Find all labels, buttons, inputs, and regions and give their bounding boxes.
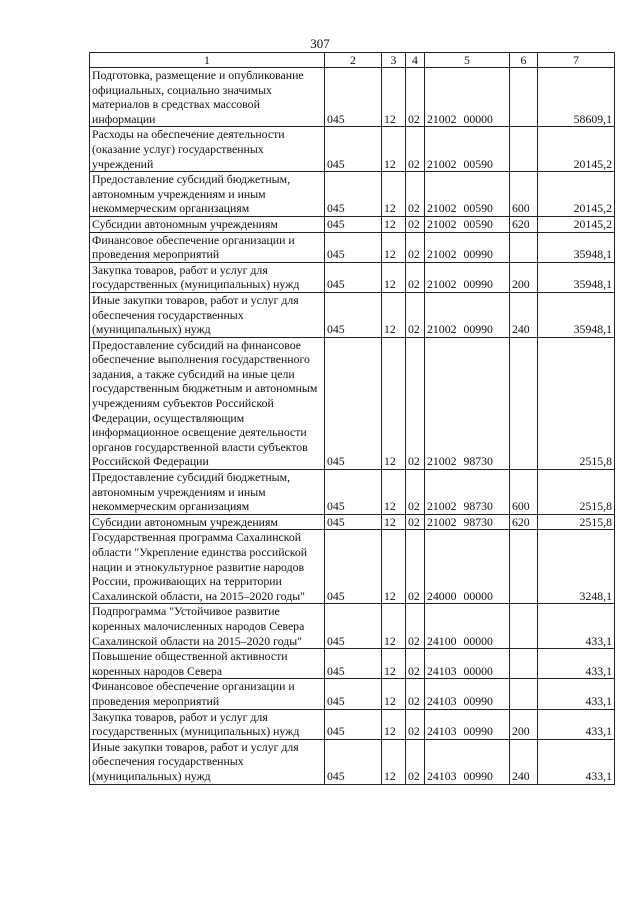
expense-type-cell	[510, 679, 538, 709]
amount-cell: 3248,1	[538, 530, 615, 604]
section-code-cell: 12	[382, 216, 406, 232]
subsection-code-cell: 02	[406, 232, 425, 262]
ministry-code-cell: 045	[325, 514, 382, 530]
expense-type-cell: 200	[510, 709, 538, 739]
subsection-code-cell: 02	[406, 709, 425, 739]
expense-name-cell: Финансовое обеспечение организации и проведения мероприятий	[90, 679, 325, 709]
section-code-cell: 12	[382, 232, 406, 262]
target-article-cell: 24103 00000	[425, 649, 510, 679]
section-code-cell: 12	[382, 262, 406, 292]
section-code-cell: 12	[382, 68, 406, 127]
ministry-code-cell: 045	[325, 172, 382, 217]
ministry-code-cell: 045	[325, 470, 382, 515]
subsection-code-cell: 02	[406, 470, 425, 515]
expense-name-cell: Закупка товаров, работ и услуг для государственных (муниципальных) нужд	[90, 262, 325, 292]
table-row	[90, 68, 615, 127]
ministry-code-cell: 045	[325, 292, 382, 337]
subsection-code-cell: 02	[406, 530, 425, 604]
section-code-cell: 12	[382, 709, 406, 739]
subsection-code-cell: 02	[406, 514, 425, 530]
subsection-code-cell: 02	[406, 739, 425, 784]
amount-cell: 20145,2	[538, 216, 615, 232]
table-row	[90, 649, 615, 679]
amount-cell: 2515,8	[538, 514, 615, 530]
subsection-code-cell: 02	[406, 292, 425, 337]
table-row	[90, 232, 615, 262]
subsection-code-cell: 02	[406, 649, 425, 679]
ministry-code-cell: 045	[325, 262, 382, 292]
amount-cell: 433,1	[538, 604, 615, 649]
budget-table	[89, 52, 615, 785]
amount-cell: 35948,1	[538, 232, 615, 262]
subsection-code-cell: 02	[406, 127, 425, 172]
section-code-cell: 12	[382, 127, 406, 172]
section-code-cell: 12	[382, 604, 406, 649]
table-row	[90, 679, 615, 709]
section-code-cell: 12	[382, 679, 406, 709]
ministry-code-cell: 045	[325, 530, 382, 604]
section-code-cell: 12	[382, 172, 406, 217]
expense-type-cell: 600	[510, 172, 538, 217]
subsection-code-cell: 02	[406, 172, 425, 217]
amount-cell: 35948,1	[538, 262, 615, 292]
ministry-code-cell: 045	[325, 68, 382, 127]
section-code-cell: 12	[382, 292, 406, 337]
target-article-cell: 24100 00000	[425, 604, 510, 649]
table-row	[90, 709, 615, 739]
expense-type-cell	[510, 68, 538, 127]
expense-name-cell: Субсидии автономным учреждениям	[90, 216, 325, 232]
table-row	[90, 530, 615, 604]
table-row	[90, 262, 615, 292]
section-code-cell: 12	[382, 530, 406, 604]
subsection-code-cell: 02	[406, 604, 425, 649]
section-code-cell: 12	[382, 514, 406, 530]
target-article-cell: 21002 00590	[425, 127, 510, 172]
subsection-code-cell: 02	[406, 216, 425, 232]
expense-name-cell: Подготовка, размещение и опубликование официальных, социально значимых материалов в средствах массовой информации	[90, 68, 325, 127]
expense-type-cell	[510, 127, 538, 172]
header-cell: 4	[406, 53, 425, 68]
expense-type-cell	[510, 232, 538, 262]
amount-cell: 35948,1	[538, 292, 615, 337]
expense-name-cell: Предоставление субсидий бюджетным, автономным учреждениям и иным некоммерческим организациям	[90, 172, 325, 217]
expense-type-cell	[510, 337, 538, 469]
expense-type-cell: 200	[510, 262, 538, 292]
amount-cell: 58609,1	[538, 68, 615, 127]
expense-type-cell: 240	[510, 292, 538, 337]
target-article-cell: 21002 00000	[425, 68, 510, 127]
amount-cell: 433,1	[538, 739, 615, 784]
ministry-code-cell: 045	[325, 709, 382, 739]
target-article-cell: 21002 00590	[425, 216, 510, 232]
expense-type-cell: 240	[510, 739, 538, 784]
header-cell: 7	[538, 53, 615, 68]
section-code-cell: 12	[382, 649, 406, 679]
target-article-cell: 21002 98730	[425, 337, 510, 469]
target-article-cell: 21002 00990	[425, 292, 510, 337]
target-article-cell: 21002 98730	[425, 470, 510, 515]
header-cell: 6	[510, 53, 538, 68]
table-row	[90, 470, 615, 515]
table-header-row	[90, 53, 615, 68]
subsection-code-cell: 02	[406, 679, 425, 709]
expense-type-cell: 620	[510, 514, 538, 530]
expense-name-cell: Закупка товаров, работ и услуг для государственных (муниципальных) нужд	[90, 709, 325, 739]
budget-table-body	[90, 53, 615, 785]
target-article-cell: 24103 00990	[425, 709, 510, 739]
expense-name-cell: Подпрограмма "Устойчивое развитие коренных малочисленных народов Севера Сахалинской области на 2015–2020 годы"	[90, 604, 325, 649]
amount-cell: 433,1	[538, 649, 615, 679]
table-row	[90, 514, 615, 530]
table-row	[90, 292, 615, 337]
target-article-cell: 24103 00990	[425, 679, 510, 709]
table-row	[90, 127, 615, 172]
target-article-cell: 21002 00590	[425, 172, 510, 217]
amount-cell: 2515,8	[538, 337, 615, 469]
section-code-cell: 12	[382, 470, 406, 515]
amount-cell: 20145,2	[538, 127, 615, 172]
page-number: 307	[310, 36, 330, 51]
ministry-code-cell: 045	[325, 739, 382, 784]
section-code-cell: 12	[382, 739, 406, 784]
expense-name-cell: Предоставление субсидий бюджетным, автономным учреждениям и иным некоммерческим организациям	[90, 470, 325, 515]
table-row	[90, 172, 615, 217]
expense-type-cell	[510, 649, 538, 679]
table-row	[90, 739, 615, 784]
amount-cell: 433,1	[538, 709, 615, 739]
ministry-code-cell: 045	[325, 127, 382, 172]
target-article-cell: 21002 98730	[425, 514, 510, 530]
table-row	[90, 337, 615, 469]
header-cell: 5	[425, 53, 510, 68]
section-code-cell: 12	[382, 337, 406, 469]
table-row	[90, 604, 615, 649]
subsection-code-cell: 02	[406, 262, 425, 292]
ministry-code-cell: 045	[325, 604, 382, 649]
subsection-code-cell: 02	[406, 337, 425, 469]
subsection-code-cell: 02	[406, 68, 425, 127]
expense-name-cell: Государственная программа Сахалинской области "Укрепление единства российской нации и этнокультурное развитие народов России, проживающих на территории Сахалинской области, на 2015–2020 годы"	[90, 530, 325, 604]
expense-name-cell: Иные закупки товаров, работ и услуг для обеспечения государственных (муниципальных) нужд	[90, 739, 325, 784]
expense-name-cell: Иные закупки товаров, работ и услуг для обеспечения государственных (муниципальных) нужд	[90, 292, 325, 337]
target-article-cell: 21002 00990	[425, 232, 510, 262]
expense-name-cell: Предоставление субсидий на финансовое обеспечение выполнения государственного задания, а также субсидий на иные цели государственным бюджетным и автономным учреждениям субъектов Российской Федерации, осуществляющим информационное освещение деятельности органов государственной власти субъектов Российской Федерации	[90, 337, 325, 469]
ministry-code-cell: 045	[325, 679, 382, 709]
header-cell: 2	[325, 53, 382, 68]
expense-type-cell: 620	[510, 216, 538, 232]
expense-type-cell	[510, 604, 538, 649]
header-cell: 3	[382, 53, 406, 68]
target-article-cell: 24000 00000	[425, 530, 510, 604]
expense-name-cell: Финансовое обеспечение организации и проведения мероприятий	[90, 232, 325, 262]
ministry-code-cell: 045	[325, 649, 382, 679]
amount-cell: 20145,2	[538, 172, 615, 217]
table-row	[90, 216, 615, 232]
amount-cell: 2515,8	[538, 470, 615, 515]
expense-name-cell: Повышение общественной активности коренных народов Севера	[90, 649, 325, 679]
ministry-code-cell: 045	[325, 216, 382, 232]
ministry-code-cell: 045	[325, 232, 382, 262]
ministry-code-cell: 045	[325, 337, 382, 469]
expense-name-cell: Расходы на обеспечение деятельности (оказание услуг) государственных учреждений	[90, 127, 325, 172]
header-cell: 1	[90, 53, 325, 68]
expense-type-cell	[510, 530, 538, 604]
expense-type-cell: 600	[510, 470, 538, 515]
target-article-cell: 24103 00990	[425, 739, 510, 784]
amount-cell: 433,1	[538, 679, 615, 709]
target-article-cell: 21002 00990	[425, 262, 510, 292]
expense-name-cell: Субсидии автономным учреждениям	[90, 514, 325, 530]
